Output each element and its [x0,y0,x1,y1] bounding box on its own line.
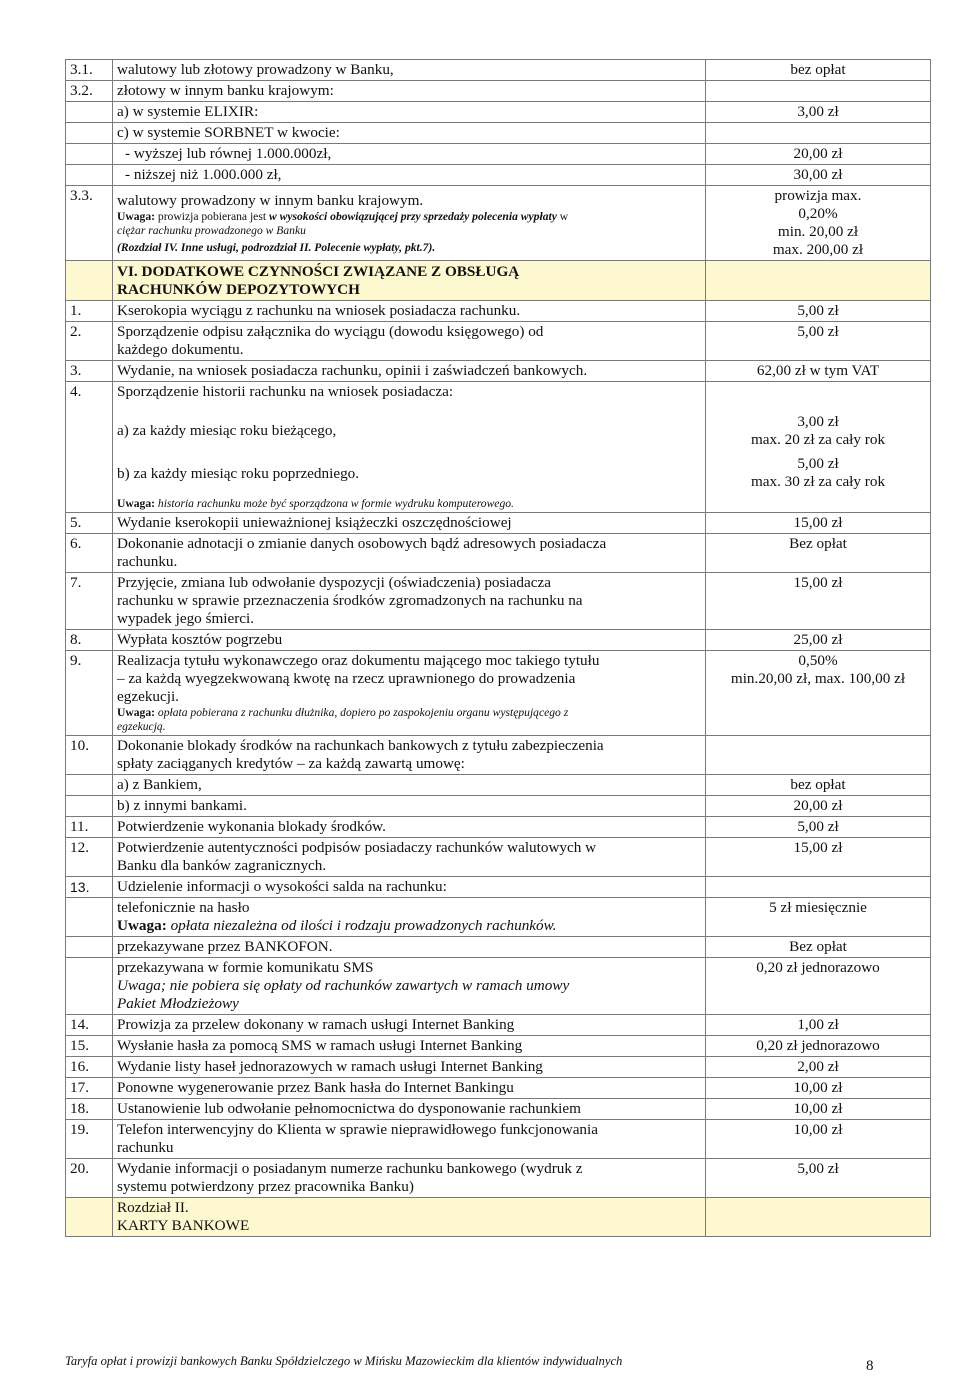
row-number: 8. [66,630,113,651]
chapter-subtitle: KARTY BANKOWE [117,1217,250,1234]
row-number: 4. [66,382,113,513]
note: Uwaga: opłata niezależna od ilości i rodzaju prowadzonych rachunków. [117,917,557,934]
section-title: VI. DODATKOWE CZYNNOŚCI ZWIĄZANE Z OBSŁUGĄ [117,263,520,280]
table-row [66,301,931,322]
chapter-title: Rozdział II. [117,1199,189,1216]
row-number: 10. [66,736,113,775]
table-row [66,1057,931,1078]
row-fee: bez opłat [706,775,931,796]
note: Uwaga: opłata pobierana z rachunku dłużnika, dopiero po zaspokojeniu organu występującego z egzekucją. [117,706,569,733]
row-fee: Bez opłat [706,534,931,573]
table-row: telefonicznie na hasło Uwaga: opłata niezależna od ilości i rodzaju prowadzonych rachunków. 5 zł miesięcznie [66,898,931,937]
note-label: Uwaga: [117,210,155,223]
table-row [66,1036,931,1057]
row-number: 2. [66,322,113,361]
row-number: 1. [66,301,113,322]
table-row [66,60,931,81]
row-number: 19. [66,1120,113,1159]
row-description: a) w systemie ELIXIR: [113,102,706,123]
row-description: Ustanowienie lub odwołanie pełnomocnictwa do dysponowanie rachunkiem [113,1099,706,1120]
row-description: Potwierdzenie wykonania blokady środków. [113,817,706,838]
row-fee: 5,00 zł [706,817,931,838]
table-row: 20. Wydanie informacji o posiadanym numerze rachunku bankowego (wydruk z systemu potwierdzony przez pracownika Banku) 5,00 zł [66,1159,931,1198]
row-fee: 15,00 zł [706,838,931,877]
row-number: 12. [66,838,113,877]
row-fee: 5,00 zł [706,322,931,361]
row-number: 15. [66,1036,113,1057]
row-description: Kserokopia wyciągu z rachunku na wniosek posiadacza rachunku. [113,301,706,322]
row-description: Wydanie kserokopii unieważnionej książeczki oszczędnościowej [113,513,706,534]
row-fee: 3,00 zł [706,102,931,123]
table-row [66,361,931,382]
note: Uwaga: historia rachunku może być sporządzona w formie wydruku komputerowego. [117,497,514,510]
table-row: 12. Potwierdzenie autentyczności podpisów posiadaczy rachunków walutowych w Banku dla banków zagranicznych. 15,00 zł [66,838,931,877]
table-row: 3.3. walutowy prowadzony w innym banku krajowym. Uwaga: prowizja pobierana jest w wysokości obowiązującej przy sprzedaży polecenia wypłaty w ciężar rachunku prowadzonego w Banku (Rozdział IV. Inne usługi, podrozdział II. Polecenie wypłaty, pkt.7). prowizja max. 0,20% min. 20,00 zł max. 200,00 zł [66,186,931,261]
table-row [66,1015,931,1036]
table-row [66,81,931,102]
table-row [66,165,931,186]
row-description: przekazywane przez BANKOFON. [113,937,706,958]
table-row: 4. Sporządzenie historii rachunku na wniosek posiadacza: a) za każdy miesiąc roku bieżącego, b) za każdy miesiąc roku poprzedniego. Uwaga: historia rachunku może być sporządzona w formie wydruku komputerowego. 3,00 zł max. 20 zł za cały rok 5,00 zł max. 30 zł za cały rok [66,382,931,513]
row-number: 14. [66,1015,113,1036]
row-description: Wydanie listy haseł jednorazowych w ramach usługi Internet Banking [113,1057,706,1078]
page-number: 8 [866,1358,874,1374]
row-number: 18. [66,1099,113,1120]
table-row [66,796,931,817]
fee-table [65,59,931,1237]
table-row: 2. Sporządzenie odpisu załącznika do wyciągu (dowodu księgowego) od każdego dokumentu. 5,00 zł [66,322,931,361]
row-fee: 10,00 zł [706,1099,931,1120]
row-fee: 62,00 zł w tym VAT [706,361,931,382]
note-reference: (Rozdział IV. Inne usługi, podrozdział II. Polecenie wypłaty, pkt.7). [117,241,436,254]
row-fee: 5 zł miesięcznie [706,898,931,937]
table-row [66,1078,931,1099]
row-number: 20. [66,1159,113,1198]
row-description: Ponowne wygenerowanie przez Bank hasła do Internet Bankingu [113,1078,706,1099]
row-number: 6. [66,534,113,573]
row-description: złotowy w innym banku krajowym: [113,81,706,102]
row-number: 17. [66,1078,113,1099]
row-number: 3.2. [66,81,113,102]
row-fee: 20,00 zł [706,144,931,165]
row-description: walutowy lub złotowy prowadzony w Banku, [113,60,706,81]
row-fee: 25,00 zł [706,630,931,651]
row-number: 7. [66,573,113,630]
table-row [66,877,931,898]
table-row [66,937,931,958]
row-description: - niższej niż 1.000.000 zł, [113,165,706,186]
row-fee: bez opłat [706,60,931,81]
row-number: 3.3. [66,186,113,261]
chapter-header [66,1198,931,1237]
row-description: - wyższej lub równej 1.000.000zł, [113,144,706,165]
table-row [66,775,931,796]
row-number: 16. [66,1057,113,1078]
row-fee: 30,00 zł [706,165,931,186]
table-row: 7. Przyjęcie, zmiana lub odwołanie dyspozycji (oświadczenia) posiadacza rachunku w sprawie przeznaczenia środków zgromadzonych na rachunku na wypadek jego śmierci. 15,00 zł [66,573,931,630]
row-fee: 15,00 zł [706,513,931,534]
row-fee: 0,20 zł jednorazowo [706,958,931,1015]
row-number: 9. [66,651,113,736]
table-row: 10. Dokonanie blokady środków na rachunkach bankowych z tytułu zabezpieczenia spłaty zaciąganych kredytów – za każdą zawartą umowę: [66,736,931,775]
row-fee: Bez opłat [706,937,931,958]
row-fee: 10,00 zł [706,1120,931,1159]
row-fee: 5,00 zł [706,1159,931,1198]
table-row [66,144,931,165]
row-fee: 1,00 zł [706,1015,931,1036]
row-description: walutowy prowadzony w innym banku krajowym. [117,192,424,209]
row-fee: 0,20 zł jednorazowo [706,1036,931,1057]
row-fee: 5,00 zł [706,301,931,322]
row-number: 3. [66,361,113,382]
table-row [66,513,931,534]
table-row [66,817,931,838]
page-footer: Taryfa opłat i prowizji bankowych Banku Spółdzielczego w Mińsku Mazowieckim dla klientów indywidualnych [65,1354,623,1368]
row-fee: 2,00 zł [706,1057,931,1078]
row-description: a) z Bankiem, [113,775,706,796]
table-row: 19. Telefon interwencyjny do Klienta w sprawie nieprawidłowego funkcjonowania rachunku 10,00 zł [66,1120,931,1159]
row-number: 3.1. [66,60,113,81]
table-row [66,1099,931,1120]
row-description: b) z innymi bankami. [113,796,706,817]
row-fee: 20,00 zł [706,796,931,817]
table-row [66,102,931,123]
table-row [66,123,931,144]
row-description: Wypłata kosztów pogrzebu [113,630,706,651]
table-row: 9. Realizacja tytułu wykonawczego oraz dokumentu mającego moc takiego tytułu – za każdą wyegzekwowaną kwotę na rzecz uprawnionego do prowadzenia egzekucji. Uwaga: opłata pobierana z rachunku dłużnika, dopiero po zaspokojeniu organu występującego z egzekucją. 0,50% min.20,00 zł, max. 100,00 zł [66,651,931,736]
row-description: Wydanie, na wniosek posiadacza rachunku, opinii i zaświadczeń bankowych. [113,361,706,382]
row-number: 13. [66,877,113,898]
table-row: przekazywana w formie komunikatu SMS Uwaga; nie pobiera się opłaty od rachunków zawartych w ramach umowy Pakiet Młodzieżowy 0,20 zł jednorazowo [66,958,931,1015]
row-number: 11. [66,817,113,838]
section-header: VI. DODATKOWE CZYNNOŚCI ZWIĄZANE Z OBSŁUGĄ RACHUNKÓW DEPOZYTOWYCH [66,261,931,301]
table-row: 6. Dokonanie adnotacji o zmianie danych osobowych bądź adresowych posiadacza rachunku. Bez opłat [66,534,931,573]
row-description: c) w systemie SORBNET w kwocie: [113,123,706,144]
table-row [66,630,931,651]
row-description: Wysłanie hasła za pomocą SMS w ramach usługi Internet Banking [113,1036,706,1057]
row-fee: 10,00 zł [706,1078,931,1099]
note: Uwaga: prowizja pobierana jest w wysokości obowiązującej przy sprzedaży polecenia wypłaty w ciężar rachunku prowadzonego w Banku [117,210,569,237]
row-fee: 15,00 zł [706,573,931,630]
row-description: Prowizja za przelew dokonany w ramach usługi Internet Banking [113,1015,706,1036]
row-number: 5. [66,513,113,534]
row-description: Udzielenie informacji o wysokości salda na rachunku: [113,877,706,898]
